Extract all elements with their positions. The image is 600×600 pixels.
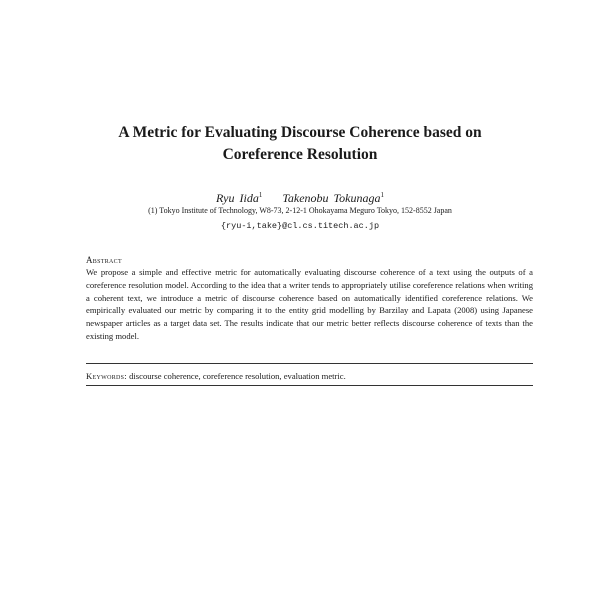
- title-line-2: Coreference Resolution: [222, 146, 378, 163]
- keywords: [86, 371, 533, 382]
- affiliation-mark: 1: [258, 191, 263, 199]
- author-name: Takenobu Tokunaga: [282, 191, 381, 205]
- keywords-bottom-rule: [86, 385, 533, 386]
- keywords-label: Keywords:: [86, 371, 127, 381]
- affiliation-mark: 1: [380, 191, 384, 199]
- abstract-heading: Abstract: [86, 255, 122, 265]
- affiliation: (1) Tokyo Institute of Technology, W8-73, 2-12-1 Ohokayama Meguro Tokyo, 152-8552 Japan: [148, 206, 452, 215]
- paper-title: [60, 122, 540, 166]
- keywords-text: discourse coherence, coreference resolution, evaluation metric.: [129, 371, 346, 381]
- author-email: {ryu-i,take}@cl.cs.titech.ac.jp: [220, 221, 380, 231]
- author-name: Ryu Iida: [216, 191, 259, 205]
- title-line-1: A Metric for Evaluating Discourse Coherence based on: [118, 124, 482, 141]
- keywords-top-rule: [86, 363, 533, 364]
- author-list: [60, 188, 540, 205]
- abstract-text: We propose a simple and effective metric for automatically evaluating discourse coherence of a text using the outputs of a coreference resolution model. According to the idea that a writer tends to appropriately utilise coreference relations when writing a coherent text, we introduce a metric of discourse coherence based on automatically identified coreference relations. We empirically evaluated our metric by comparing it to the entity grid modelling by Barzilay and Lapata (2008) using Japanese newspaper articles as a target data set. The results indicate that our metric better reflects discourse coherence of texts than the existing model.: [86, 267, 533, 341]
